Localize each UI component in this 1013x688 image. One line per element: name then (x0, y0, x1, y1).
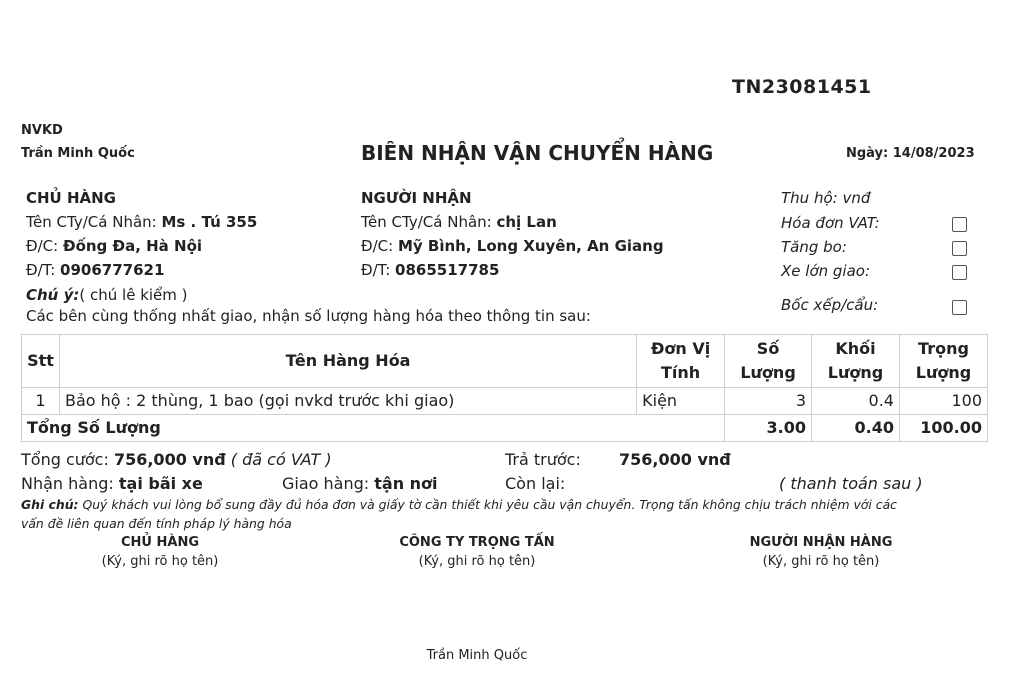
sender-name-row (26, 213, 257, 231)
payment-note: ( thanh toán sau ) (779, 474, 923, 493)
boc-xep-checkbox[interactable] (952, 300, 967, 315)
row-weight: 100 (899, 388, 987, 415)
company-signer-name: Trần Minh Quốc (426, 648, 528, 663)
table-row (22, 388, 988, 415)
note-row (26, 286, 188, 304)
pickup-label: Nhận hàng: (21, 474, 114, 493)
header-qty: Số Lượng (725, 335, 812, 388)
sender-address-label: Đ/C: (26, 237, 59, 255)
row-name: Bảo hộ : 2 thùng, 1 bao (gọi nvkd trước khi giao) (59, 388, 636, 415)
row-qty: 3 (725, 388, 812, 415)
sender-address: Đống Đa, Hà Nội (63, 237, 203, 255)
freight-amount: 756,000 vnđ (113, 450, 226, 469)
remark-label: Ghi chú: (21, 497, 79, 512)
cod-label: Thu hộ: vnđ (781, 189, 871, 207)
xe-lon-checkbox[interactable] (952, 265, 967, 280)
total-label: Tổng Số Lượng (22, 415, 725, 442)
prepaid-amount: 756,000 vnđ (619, 450, 731, 469)
table-header-row (22, 335, 988, 388)
receiver-address-label: Đ/C: (361, 237, 394, 255)
nvkd-name: Trần Minh Quốc (21, 146, 135, 161)
note-label: Chú ý: (26, 286, 80, 304)
total-weight: 100.00 (899, 415, 987, 442)
delivery-value: tận nơi (374, 474, 438, 493)
sender-name: Ms . Tú 355 (161, 213, 258, 231)
receiver-sign-sub: (Ký, ghi rõ họ tên) (762, 554, 880, 569)
header-unit: Đơn Vị Tính (637, 335, 725, 388)
delivery-row (282, 474, 438, 493)
total-qty: 3.00 (725, 415, 812, 442)
owner-sign-sub: (Ký, ghi rõ họ tên) (101, 554, 219, 569)
row-unit: Kiện (637, 388, 725, 415)
owner-sign-title: CHỦ HÀNG (121, 535, 199, 550)
company-sign-sub: (Ký, ghi rõ họ tên) (418, 554, 536, 569)
remark-text-1: Quý khách vui lòng bổ sung đầy đủ hóa đơn và giấy tờ cần thiết khi yêu cầu vận chuyển. Trọng tấn không chịu trách nhiệm với các (82, 497, 897, 512)
sender-heading: CHỦ HÀNG (26, 189, 116, 207)
freight-label: Tổng cước: (21, 450, 109, 469)
sender-phone-label: Đ/T: (26, 261, 56, 279)
receiver-phone: 0865517785 (395, 261, 500, 279)
total-row (22, 415, 988, 442)
nvkd-label: NVKD (21, 123, 63, 138)
items-table (21, 334, 988, 442)
receiver-phone-row (361, 261, 499, 279)
vat-note: ( đã có VAT ) (230, 450, 332, 469)
tang-bo-label: Tăng bo: (781, 238, 847, 256)
receiver-name-row (361, 213, 557, 231)
agreement-text: Các bên cùng thống nhất giao, nhận số lượng hàng hóa theo thông tin sau: (26, 307, 591, 325)
header-weight: Trọng Lượng (899, 335, 987, 388)
receiver-address: Mỹ Bình, Long Xuyên, An Giang (398, 237, 664, 255)
xe-lon-label: Xe lớn giao: (781, 262, 871, 280)
document-code: TN23081451 (732, 76, 872, 98)
tang-bo-checkbox[interactable] (952, 241, 967, 256)
row-stt: 1 (22, 388, 60, 415)
vat-checkbox[interactable] (952, 217, 967, 232)
receiver-phone-label: Đ/T: (361, 261, 391, 279)
vat-label: Hóa đơn VAT: (781, 214, 880, 232)
header-stt: Stt (22, 335, 60, 388)
document-date: Ngày: 14/08/2023 (846, 146, 975, 161)
receiver-name-label: Tên CTy/Cá Nhân: (361, 213, 492, 231)
receiver-sign-title: NGƯỜI NHẬN HÀNG (749, 535, 893, 550)
pickup-value: tại bãi xe (118, 474, 203, 493)
company-sign-title: CÔNG TY TRỌNG TẤN (399, 535, 555, 550)
receiver-heading: NGƯỜI NHẬN (361, 189, 472, 207)
remark-line-2: vấn đề liên quan đến tính pháp lý hàng hóa (21, 516, 292, 531)
row-volume: 0.4 (812, 388, 900, 415)
receiver-name: chị Lan (496, 213, 557, 231)
note-text: ( chú lê kiểm ) (79, 286, 188, 304)
header-name: Tên Hàng Hóa (59, 335, 636, 388)
sender-name-label: Tên CTy/Cá Nhân: (26, 213, 157, 231)
prepaid-label: Trả trước: (505, 450, 581, 469)
sender-phone-row (26, 261, 164, 279)
receiver-address-row (361, 237, 664, 255)
delivery-label: Giao hàng: (282, 474, 370, 493)
remaining-label: Còn lại: (505, 474, 566, 493)
page-title: BIÊN NHẬN VẬN CHUYỂN HÀNG (361, 141, 714, 165)
sender-address-row (26, 237, 202, 255)
header-volume: Khối Lượng (812, 335, 900, 388)
total-volume: 0.40 (812, 415, 900, 442)
boc-xep-label: Bốc xếp/cẩu: (781, 296, 879, 314)
remark-line-1 (21, 497, 897, 512)
sender-phone: 0906777621 (60, 261, 165, 279)
pickup-row (21, 474, 203, 493)
freight-row (21, 450, 332, 469)
